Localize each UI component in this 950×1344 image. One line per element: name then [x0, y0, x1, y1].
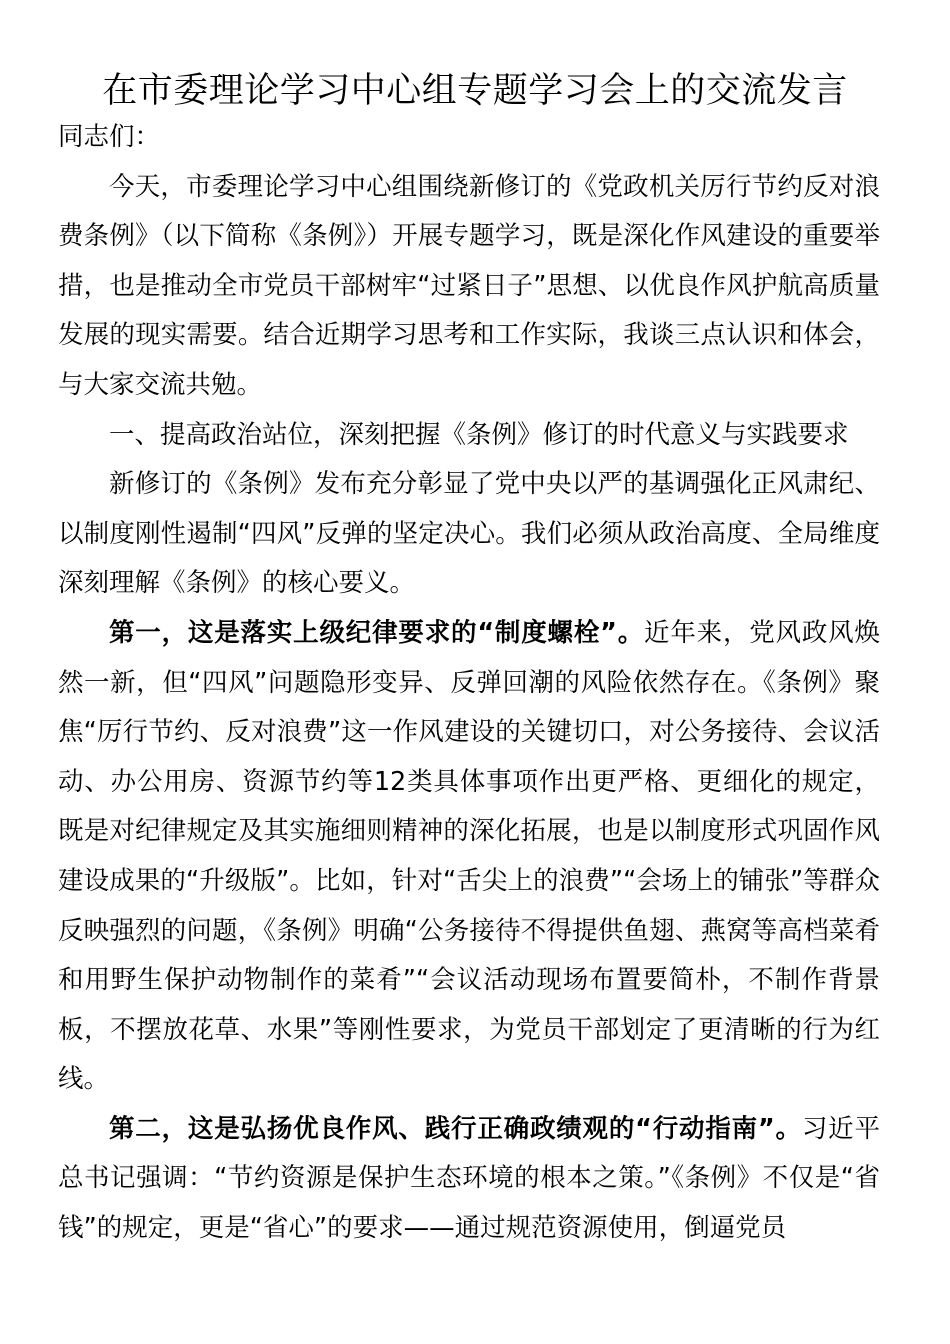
point-one-paragraph	[58, 609, 880, 1105]
document-title: 在市委理论学习中心组专题学习会上的交流发言	[102, 71, 848, 111]
point-two-paragraph	[58, 1105, 880, 1254]
document-body	[58, 113, 880, 1254]
point-one-lead: 第一，这是落实上级纪律要求的“制度螺栓”。	[109, 617, 645, 648]
section-overview-paragraph: 新修订的《条例》发布充分彰显了党中央以严的基调强化正风肃纪、以制度刚性遏制“四风”反弹的坚定决心。我们必须从政治高度、全局维度深刻理解《条例》的核心要义。	[58, 469, 880, 599]
point-two-lead: 第二，这是弘扬优良作风、践行正确政绩观的“行动指南”。	[109, 1113, 802, 1144]
section-heading: 一、提高政治站位，深刻把握《条例》修订的时代意义与实践要求	[109, 419, 849, 450]
point-one-text: 近年来，党风政风焕然一新，但“四风”问题隐形变异、反弹回潮的风险依然存在。《条例》聚焦“厉行节约、反对浪费”这一作风建设的关键切口，对公务接待、会议活动、办公用房、资源节约等12类具体事项作出更严格、更细化的规定，既是对纪律规定及其实施细则精神的深化拓展，也是以制度形式巩固作风建设成果的“升级版”。比如，针对“舌尖上的浪费”“会场上的铺张”等群众反映强烈的问题，《条例》明确“公务接待不得提供鱼翅、燕窝等高档菜肴和用野生保护动物制作的菜肴”“会议活动现场布置要简朴，不制作背景板，不摆放花草、水果”等刚性要求，为党员干部划定了更清晰的行为红线。	[58, 617, 880, 1095]
point-two-text: 习近平总书记强调：“节约资源是保护生态环境的根本之策。”《条例》不仅是“省钱”的规定，更是“省心”的要求——通过规范资源使用，倒逼党员	[58, 1113, 880, 1244]
salutation: 同志们：	[58, 122, 161, 152]
intro-paragraph: 今天，市委理论学习中心组围绕新修订的《党政机关厉行节约反对浪费条例》（以下简称《条例》）开展专题学习，既是深化作风建设的重要举措，也是推动全市党员干部树牢“过紧日子”思想、以优良作风护航高质量发展的现实需要。结合近期学习思考和工作实际，我谈三点认识和体会，与大家交流共勉。	[58, 171, 880, 400]
